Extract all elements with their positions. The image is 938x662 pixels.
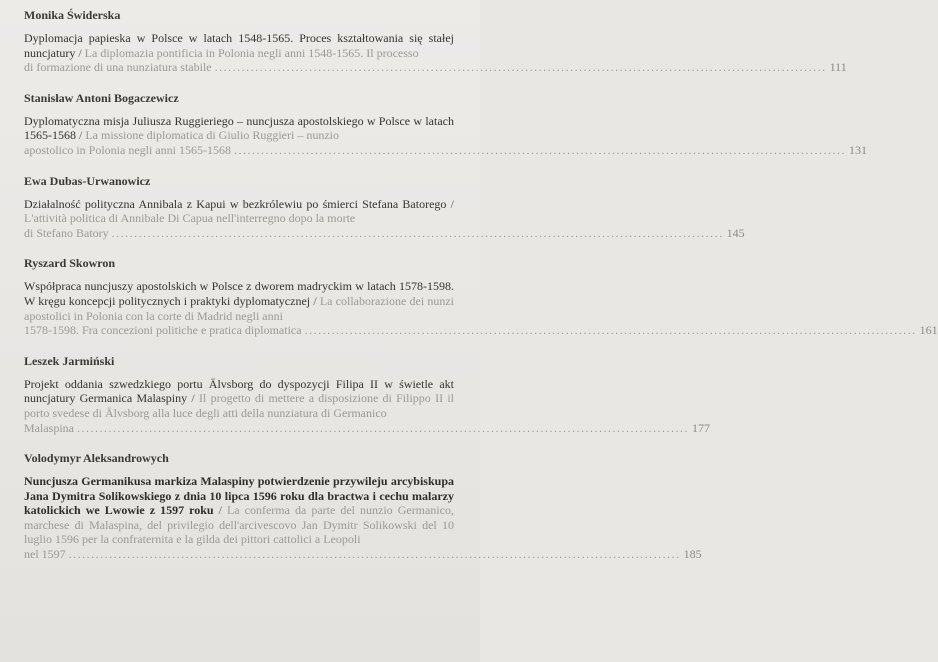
entry-title-polish: Projekt oddania szwedzkiego portu Älvsborg do dyspozycji Filipa II w świetle akt nuncjatury Germanica Malaspiny — [24, 376, 454, 406]
dot-leader: ........................................................................................................................................ — [111, 225, 724, 240]
entry-author: Ryszard Skowron — [24, 256, 116, 271]
title-separator: / — [313, 293, 317, 308]
leader-line — [24, 60, 847, 75]
entry-title-italian-end: di Stefano Batory — [24, 225, 109, 240]
entry-title-italian-end: nel 1597 — [24, 547, 66, 562]
leader-line — [24, 142, 867, 158]
entry-title-polish: Działalność polityczna Annibala z Kapui w bezkrólewiu po śmierci Stefana Batorego — [24, 196, 447, 211]
entry-page-number: 185 — [683, 547, 702, 562]
entry-body — [24, 31, 847, 75]
entry-page-number: 161 — [919, 323, 938, 338]
entry-title-italian: La conferma da parte del nunzio Germanico, marchese di Malaspina, del privilegio dell'arcivescovo Jan Dymitr Solikowski del 10 luglio 1596 per la confraternita e la gilda dei pittori cattolici a Leopoli — [24, 503, 455, 547]
entry-author: Leszek Jarmiński — [24, 353, 115, 368]
entry-title-italian: L'attività politica di Annibale Di Capua nell'interregno dopo la morte — [24, 211, 356, 226]
entry-title-polish: Dyplomatyczna misja Juliusza Ruggieriego – nuncjusza apostolskiego w Polsce w latach 1565-1568 — [24, 113, 454, 143]
entry-author: Stanisław Antoni Bogaczewicz — [24, 90, 179, 105]
entry-title-italian: La diplomazia pontificia in Polonia negli anni 1548-1565. Il processo — [84, 45, 419, 60]
leader-line — [24, 225, 745, 241]
entry-body — [24, 279, 938, 338]
dot-leader: ........................................................................................................................................ — [304, 323, 917, 338]
entry-title-italian-end: 1578-1598. Fra concezioni politiche e pratica diplomatica — [24, 323, 302, 338]
entry-title-italian-end: apostolico in Polonia negli anni 1565-1568 — [24, 142, 231, 157]
dot-leader: ........................................................................................................................................ — [214, 60, 827, 75]
dot-leader: ........................................................................................................................................ — [233, 142, 846, 157]
entry-title-italian: La missione diplomatica di Giulio Ruggieri – nunzio — [85, 128, 339, 143]
entry-page-number: 177 — [692, 420, 710, 435]
toc-entry — [24, 8, 847, 75]
toc-entry — [24, 173, 745, 241]
table-of-contents — [24, 8, 938, 578]
entry-title-italian-end: di formazione di una nunziatura stabile — [24, 60, 212, 75]
entry-page-number: 111 — [829, 60, 847, 75]
entry-body — [24, 376, 710, 435]
entry-title-polish: Nuncjusza Germanikusa markiza Malaspiny potwierdzenie przywileju arcybiskupa Jana Dymitra Solikowskiego z dnia 10 lipca 1596 roku dla bractwa i cechu malarzy katolickich we Lwowie z 1597 roku — [24, 474, 454, 518]
entry-page-number: 131 — [848, 142, 867, 157]
toc-entry — [24, 90, 867, 158]
entry-author: Volodymyr Aleksandrowych — [24, 451, 169, 466]
entry-author: Monika Świderska — [24, 8, 121, 22]
leader-line — [24, 547, 702, 562]
title-separator: / — [450, 196, 455, 211]
entry-title-italian-end: Malaspina — [24, 420, 74, 435]
title-separator: / — [78, 45, 82, 60]
entry-title-polish: Współpraca nuncjuszy apostolskich w Polsce z dworem madryckim w latach 1578-1598. W kręgu koncepcji politycznych i praktyki dyplomatycznej — [24, 279, 454, 308]
leader-line — [24, 323, 938, 338]
title-separator: / — [218, 503, 222, 518]
title-separator: / — [191, 391, 195, 406]
entry-page-number: 145 — [726, 225, 745, 240]
dot-leader: ........................................................................................................................................ — [77, 420, 689, 435]
entry-title-italian: La collaborazione dei nunzi apostolici in Polonia con la corte di Madrid negli anni — [24, 293, 454, 323]
entry-body — [24, 196, 745, 241]
title-separator: / — [79, 128, 83, 143]
entry-author: Ewa Dubas-Urwanowicz — [24, 173, 151, 188]
toc-entry — [24, 451, 702, 562]
leader-line — [24, 420, 710, 436]
entry-title-polish: Dyplomacja papieska w Polsce w latach 1548-1565. Proces kształtowania się stałej nuncjatury — [24, 31, 454, 60]
toc-entry — [24, 256, 938, 338]
toc-entry — [24, 353, 710, 435]
entry-title-italian: Il progetto di mettere a disposizione di Filippo II il porto svedese di Älvsborg alla luce degli atti della nunziatura di Germanico — [24, 391, 454, 420]
entry-body — [24, 474, 702, 562]
dot-leader: ........................................................................................................................................ — [68, 547, 681, 562]
entry-body — [24, 113, 867, 158]
